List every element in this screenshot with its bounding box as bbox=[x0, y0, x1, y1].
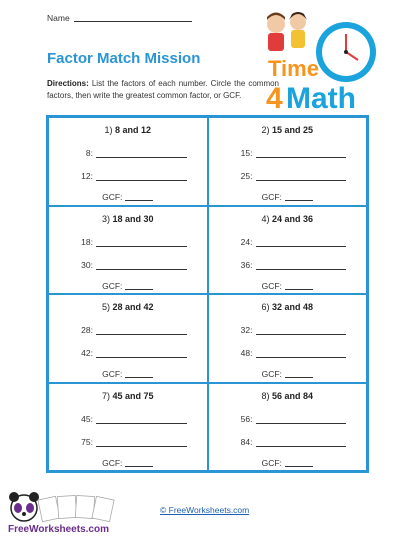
problem-heading bbox=[49, 125, 207, 135]
factor-label-b: 36: bbox=[240, 259, 253, 270]
problem-pair: 32 and 48 bbox=[272, 302, 314, 312]
problem-pair: 15 and 25 bbox=[272, 125, 314, 135]
factor-label-b: 48: bbox=[240, 348, 253, 358]
answer-line[interactable] bbox=[256, 438, 347, 447]
gcf-line[interactable] bbox=[285, 466, 313, 467]
logo-word-math: Math bbox=[286, 82, 356, 115]
factor-label-a: 56: bbox=[240, 413, 253, 424]
answer-line[interactable] bbox=[256, 149, 347, 158]
worksheet-thumb-3 bbox=[75, 495, 94, 518]
factor-label-a: 15: bbox=[240, 148, 253, 158]
copyright-link[interactable]: © FreeWorksheets.com bbox=[160, 505, 250, 515]
problem-number: 5) bbox=[101, 302, 110, 312]
gcf-row[interactable] bbox=[49, 369, 207, 379]
worksheet-thumb-2 bbox=[57, 495, 76, 518]
problem-pair: 8 and 12 bbox=[115, 125, 152, 135]
answer-line[interactable] bbox=[96, 415, 187, 424]
problem-pair: 18 and 30 bbox=[112, 213, 154, 224]
answer-line[interactable] bbox=[96, 438, 187, 447]
name-field[interactable] bbox=[47, 13, 192, 23]
page-title: Factor Match Mission bbox=[47, 50, 201, 67]
factor-row-b[interactable] bbox=[49, 437, 197, 447]
problem-number: 7) bbox=[101, 390, 110, 401]
worksheet-thumb-1 bbox=[38, 496, 60, 521]
logo-digit: 4 bbox=[266, 82, 283, 115]
problem-number: 2) bbox=[261, 125, 270, 135]
panda-ear-left bbox=[9, 492, 19, 502]
clock-center bbox=[344, 50, 348, 54]
gcf-line[interactable] bbox=[285, 377, 313, 378]
answer-line[interactable] bbox=[96, 238, 187, 247]
factor-row-b[interactable] bbox=[49, 260, 197, 270]
gcf-row[interactable] bbox=[209, 369, 367, 379]
problem-number: 8) bbox=[261, 390, 270, 401]
factor-row-a[interactable] bbox=[49, 325, 197, 335]
gcf-label: GCF: bbox=[102, 280, 123, 291]
problem-pair: 45 and 75 bbox=[112, 390, 154, 401]
gcf-row[interactable] bbox=[209, 192, 367, 202]
factor-label-a: 28: bbox=[81, 325, 93, 335]
gcf-label: GCF: bbox=[261, 457, 282, 468]
answer-line[interactable] bbox=[96, 149, 187, 158]
problem-pair: 24 and 36 bbox=[272, 213, 314, 224]
kid-head-right bbox=[290, 14, 306, 30]
freeworksheets-logo bbox=[4, 490, 144, 535]
gcf-line[interactable] bbox=[125, 377, 153, 378]
answer-line[interactable] bbox=[256, 261, 347, 270]
gcf-row[interactable] bbox=[209, 281, 367, 291]
problem-cell bbox=[48, 117, 208, 206]
answer-line[interactable] bbox=[256, 326, 347, 335]
gcf-row[interactable] bbox=[49, 192, 207, 202]
logo-word-time: Time bbox=[268, 56, 319, 81]
answer-line[interactable] bbox=[96, 326, 187, 335]
gcf-line[interactable] bbox=[285, 200, 313, 201]
gcf-label: GCF: bbox=[102, 457, 123, 468]
gcf-label: GCF: bbox=[261, 280, 282, 291]
gcf-line[interactable] bbox=[125, 466, 153, 467]
gcf-row[interactable] bbox=[49, 458, 207, 468]
gcf-label: GCF: bbox=[102, 192, 123, 202]
factor-label-a: 18: bbox=[81, 236, 93, 247]
problem-heading bbox=[209, 125, 367, 135]
directions bbox=[47, 78, 279, 101]
panda-nose bbox=[22, 512, 26, 516]
problem-cell bbox=[208, 206, 368, 295]
problem-heading bbox=[49, 214, 207, 224]
factor-row-a[interactable] bbox=[49, 148, 197, 158]
problem-heading bbox=[209, 302, 367, 312]
panda-eye-left bbox=[14, 503, 22, 513]
gcf-row[interactable] bbox=[49, 281, 207, 291]
answer-line[interactable] bbox=[256, 349, 347, 358]
problem-number: 3) bbox=[101, 213, 110, 224]
problem-pair: 28 and 42 bbox=[112, 302, 154, 312]
factor-row-b[interactable] bbox=[209, 260, 357, 270]
factor-row-b[interactable] bbox=[209, 437, 357, 447]
problem-cell bbox=[48, 383, 208, 472]
answer-line[interactable] bbox=[256, 238, 347, 247]
directions-label: Directions: bbox=[47, 79, 89, 88]
factor-label-b: 12: bbox=[81, 171, 93, 181]
problem-heading bbox=[49, 391, 207, 401]
problem-pair: 56 and 84 bbox=[272, 390, 314, 401]
gcf-label: GCF: bbox=[102, 369, 123, 379]
problem-number: 1) bbox=[104, 125, 113, 135]
answer-line[interactable] bbox=[96, 349, 187, 358]
factor-row-a[interactable] bbox=[209, 237, 357, 247]
time4math-logo bbox=[258, 8, 384, 118]
worksheet-thumb-4 bbox=[92, 496, 114, 521]
factor-row-b[interactable] bbox=[209, 171, 357, 181]
factor-label-a: 32: bbox=[240, 325, 253, 335]
problem-cell bbox=[208, 383, 368, 472]
name-line[interactable] bbox=[74, 21, 192, 22]
problem-cell bbox=[48, 294, 208, 383]
kid-shirt-right bbox=[291, 30, 305, 48]
factor-label-a: 24: bbox=[240, 236, 253, 247]
factor-row-a[interactable] bbox=[209, 414, 357, 424]
gcf-label: GCF: bbox=[261, 192, 282, 202]
gcf-line[interactable] bbox=[285, 289, 313, 290]
logo-brand-text: FreeWorksheets.com bbox=[8, 524, 109, 535]
factor-label-a: 45: bbox=[81, 413, 93, 424]
problem-number: 4) bbox=[261, 213, 270, 224]
factor-row-a[interactable] bbox=[49, 414, 197, 424]
problem-heading bbox=[49, 302, 207, 312]
kid-shirt-left bbox=[268, 33, 284, 51]
factor-label-b: 42: bbox=[81, 348, 93, 358]
gcf-line[interactable] bbox=[125, 200, 153, 201]
factor-label-b: 30: bbox=[81, 259, 93, 270]
answer-line[interactable] bbox=[256, 172, 347, 181]
factor-row-b[interactable] bbox=[49, 171, 197, 181]
factor-row-a[interactable] bbox=[209, 148, 357, 158]
name-label: Name bbox=[47, 13, 70, 23]
problem-cell bbox=[48, 206, 208, 295]
factor-row-b[interactable] bbox=[209, 348, 357, 358]
gcf-label: GCF: bbox=[261, 369, 282, 379]
answer-line[interactable] bbox=[96, 172, 187, 181]
factor-row-b[interactable] bbox=[49, 348, 197, 358]
directions-text: List the factors of each number. Circle the common factors, then write the greatest common factor, or GCF. bbox=[47, 79, 279, 100]
problem-heading bbox=[209, 391, 367, 401]
factor-label-a: 8: bbox=[85, 148, 93, 158]
problem-number: 6) bbox=[261, 302, 270, 312]
factor-label-b: 75: bbox=[81, 436, 93, 447]
factor-row-a[interactable] bbox=[209, 325, 357, 335]
factor-label-b: 84: bbox=[240, 436, 253, 447]
problem-heading bbox=[209, 214, 367, 224]
answer-line[interactable] bbox=[256, 415, 347, 424]
gcf-line[interactable] bbox=[125, 289, 153, 290]
factor-row-a[interactable] bbox=[49, 237, 197, 247]
gcf-row[interactable] bbox=[209, 458, 367, 468]
problem-cell bbox=[208, 117, 368, 206]
panda-ear-right bbox=[29, 492, 39, 502]
problem-grid bbox=[46, 115, 369, 473]
answer-line[interactable] bbox=[96, 261, 187, 270]
problem-cell bbox=[208, 294, 368, 383]
factor-label-b: 25: bbox=[240, 171, 253, 181]
panda-eye-right bbox=[26, 503, 34, 513]
kid-head-left bbox=[267, 15, 285, 33]
